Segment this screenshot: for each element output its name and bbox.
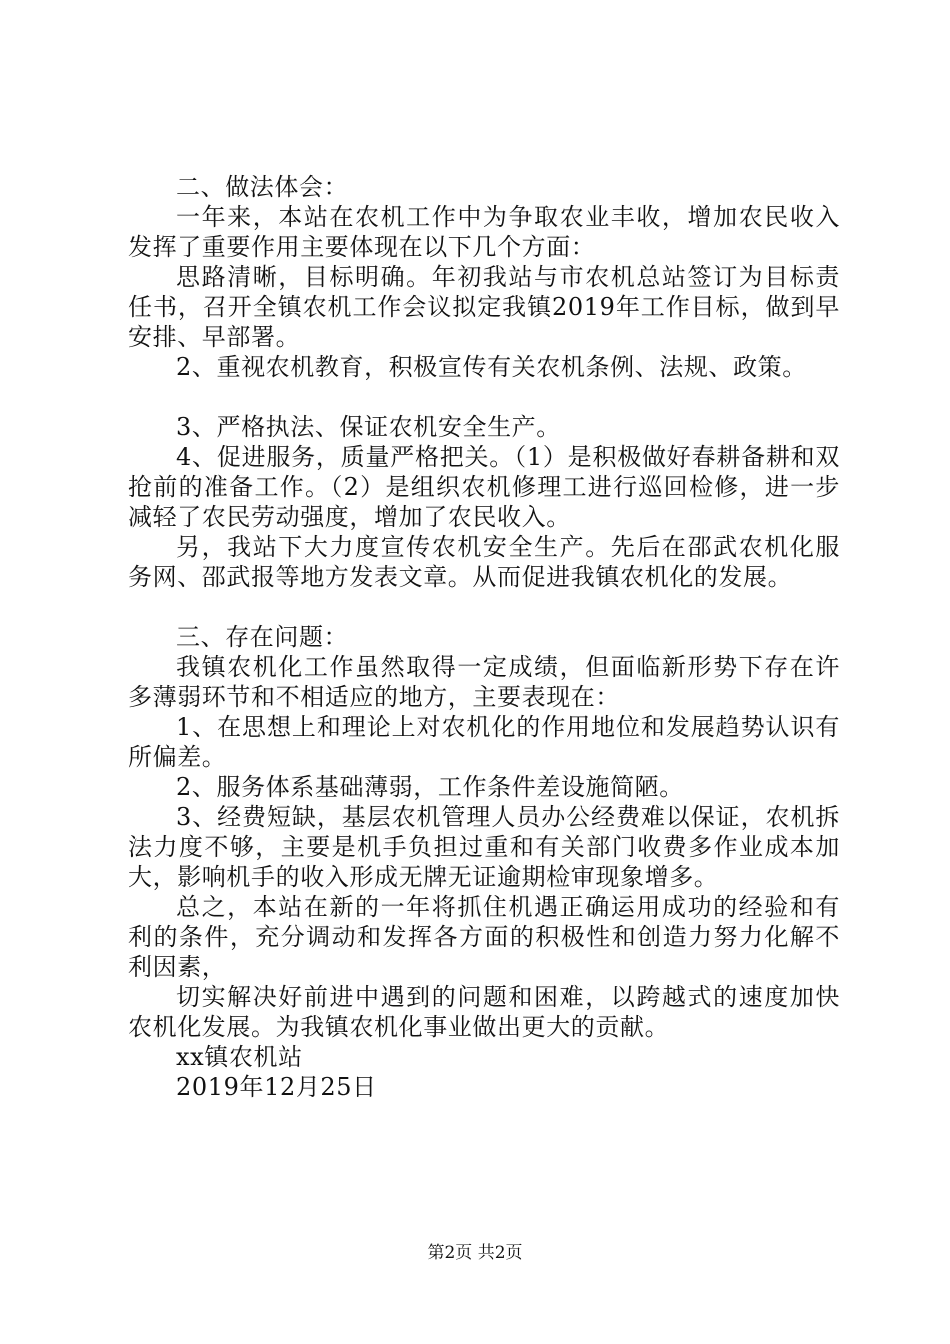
paragraph-problem-1: 1、在思想上和理论上对农机化的作用地位和发展趋势认识有所偏差。 (128, 713, 840, 771)
signature-organization: xx镇农机站 (176, 1043, 303, 1071)
paragraph-item-3: 3、严格执法、保证农机安全生产。 (176, 413, 561, 441)
paragraph-conclusion: 切实解决好前进中遇到的问题和困难，以跨越式的速度加快农机化发展。为我镇农机化事业做出更大的贡献。 (128, 983, 840, 1041)
section-heading-problems: 三、存在问题： (176, 623, 349, 651)
document-body (128, 172, 840, 1102)
paragraph-gap (128, 382, 840, 412)
paragraph-intro: 一年来，本站在农机工作中为争取农业丰收，增加农民收入发挥了重要作用主要体现在以下几个方面： (128, 203, 840, 261)
paragraph-summary: 总之，本站在新的一年将抓住机遇正确运用成功的经验和有利的条件，充分调动和发挥各方面的积极性和创造力努力化解不利因素， (128, 893, 840, 981)
paragraph-problem-3: 3、经费短缺，基层农机管理人员办公经费难以保证，农机拆法力度不够，主要是机手负担过重和有关部门收费多作业成本加大，影响机手的收入形成无牌无证逾期检审现象增多。 (128, 803, 840, 891)
paragraph-goals: 思路清晰，目标明确。年初我站与市农机总站签订为目标责任书，召开全镇农机工作会议拟定我镇2019年工作目标，做到早安排、早部署。 (128, 263, 840, 351)
page-footer: 第2页 共2页 (427, 1243, 523, 1263)
signature-date: 2019年12月25日 (176, 1073, 377, 1101)
paragraph-item-2: 2、重视农机教育，积极宣传有关农机条例、法规、政策。 (176, 353, 807, 381)
section-heading-practices: 二、做法体会： (176, 173, 349, 201)
paragraph-item-4: 4、促进服务，质量严格把关。（1）是积极做好春耕备耕和双抢前的准备工作。（2）是组织农机修理工进行巡回检修，进一步减轻了农民劳动强度，增加了农民收入。 (128, 443, 840, 531)
paragraph-gap (128, 592, 840, 622)
paragraph-publicity: 另，我站下大力度宣传农机安全生产。先后在邵武农机化服务网、邵武报等地方发表文章。从而促进我镇农机化的发展。 (128, 533, 840, 591)
paragraph-problem-2: 2、服务体系基础薄弱，工作条件差设施简陋。 (176, 773, 684, 801)
paragraph-problems-intro: 我镇农机化工作虽然取得一定成绩，但面临新形势下存在许多薄弱环节和不相适应的地方，主要表现在： (128, 653, 840, 711)
